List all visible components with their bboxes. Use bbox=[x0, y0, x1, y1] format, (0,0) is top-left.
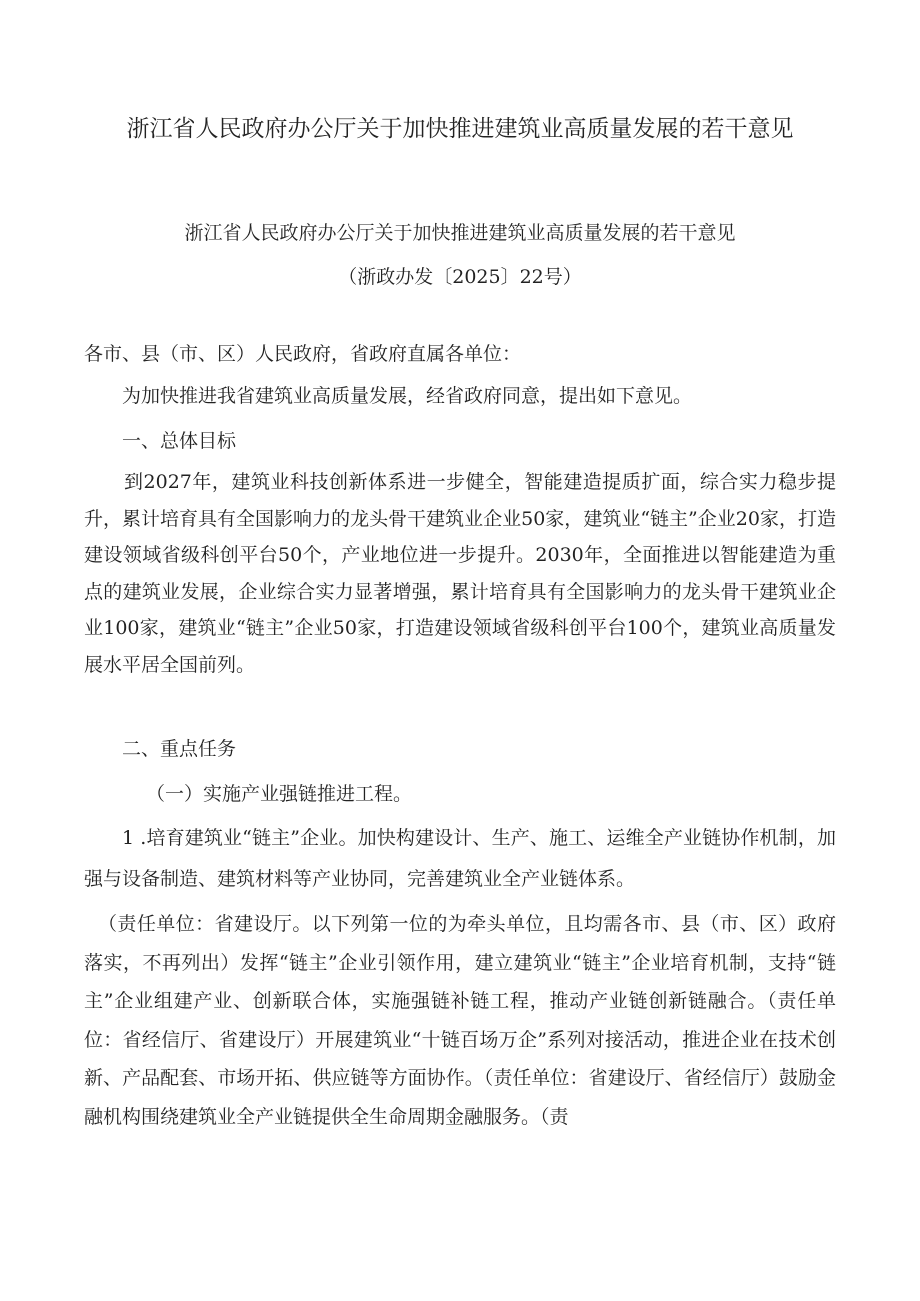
task-item-1-responsibility-paragraph: （责任单位：省建设厅。以下列第一位的为牵头单位，且均需各市、县（市、区）政府落实，不再列出）发挥“链主”企业引领作用，建立建筑业“链主”企业培育机制，支持“链主”企业组建产业、创新联合体，实施强链补链工程，推动产业链创新链融合。（责任单位：省经信厅、省建设厅）开展建筑业“十链百场万企”系列对接活动，推进企业在技术创新、产品配套、市场开拓、供应链等方面协作。（责任单位：省建设厅、省经信厅）鼓励金融机构围绕建筑业全产业链提供全生命周期金融服务。（责 bbox=[84, 913, 836, 1128]
page-title: 浙江省人民政府办公厅关于加快推进建筑业高质量发展的若干意见 bbox=[126, 116, 794, 142]
document-number: （浙政办发〔2025〕22号） bbox=[338, 266, 582, 288]
subsection-heading-industry-chain: （一）实施产业强链推进工程。 bbox=[146, 783, 413, 805]
goals-paragraph: 到2027年，建筑业科技创新体系进一步健全，智能建造提质扩面，综合实力稳步提升，累计培育具有全国影响力的龙头骨干建筑业企业50家，建筑业“链主”企业20家，打造建设领域省级科创平台50个，产业地位进一步提升。2030年，全面推进以智能建造为重点的建筑业发展，企业综合实力显著增强，累计培育具有全国影响力的龙头骨干建筑业企业100家，建筑业“链主”企业50家，打造建设领域省级科创平台100个，建筑业高质量发展水平居全国前列。 bbox=[84, 471, 836, 676]
section-heading-tasks: 二、重点任务 bbox=[122, 738, 237, 760]
salutation: 各市、县（市、区）人民政府，省政府直属各单位： bbox=[84, 343, 522, 365]
document-title: 浙江省人民政府办公厅关于加快推进建筑业高质量发展的若干意见 bbox=[184, 222, 736, 244]
intro-paragraph: 为加快推进我省建筑业高质量发展，经省政府同意，提出如下意见。 bbox=[122, 385, 693, 407]
task-item-1-paragraph: 1 .培育建筑业“链主”企业。加快构建设计、生产、施工、运维全产业链协作机制，加强与设备制造、建筑材料等产业协同，完善建筑业全产业链体系。 bbox=[84, 827, 836, 890]
section-heading-goals: 一、总体目标 bbox=[122, 430, 237, 452]
